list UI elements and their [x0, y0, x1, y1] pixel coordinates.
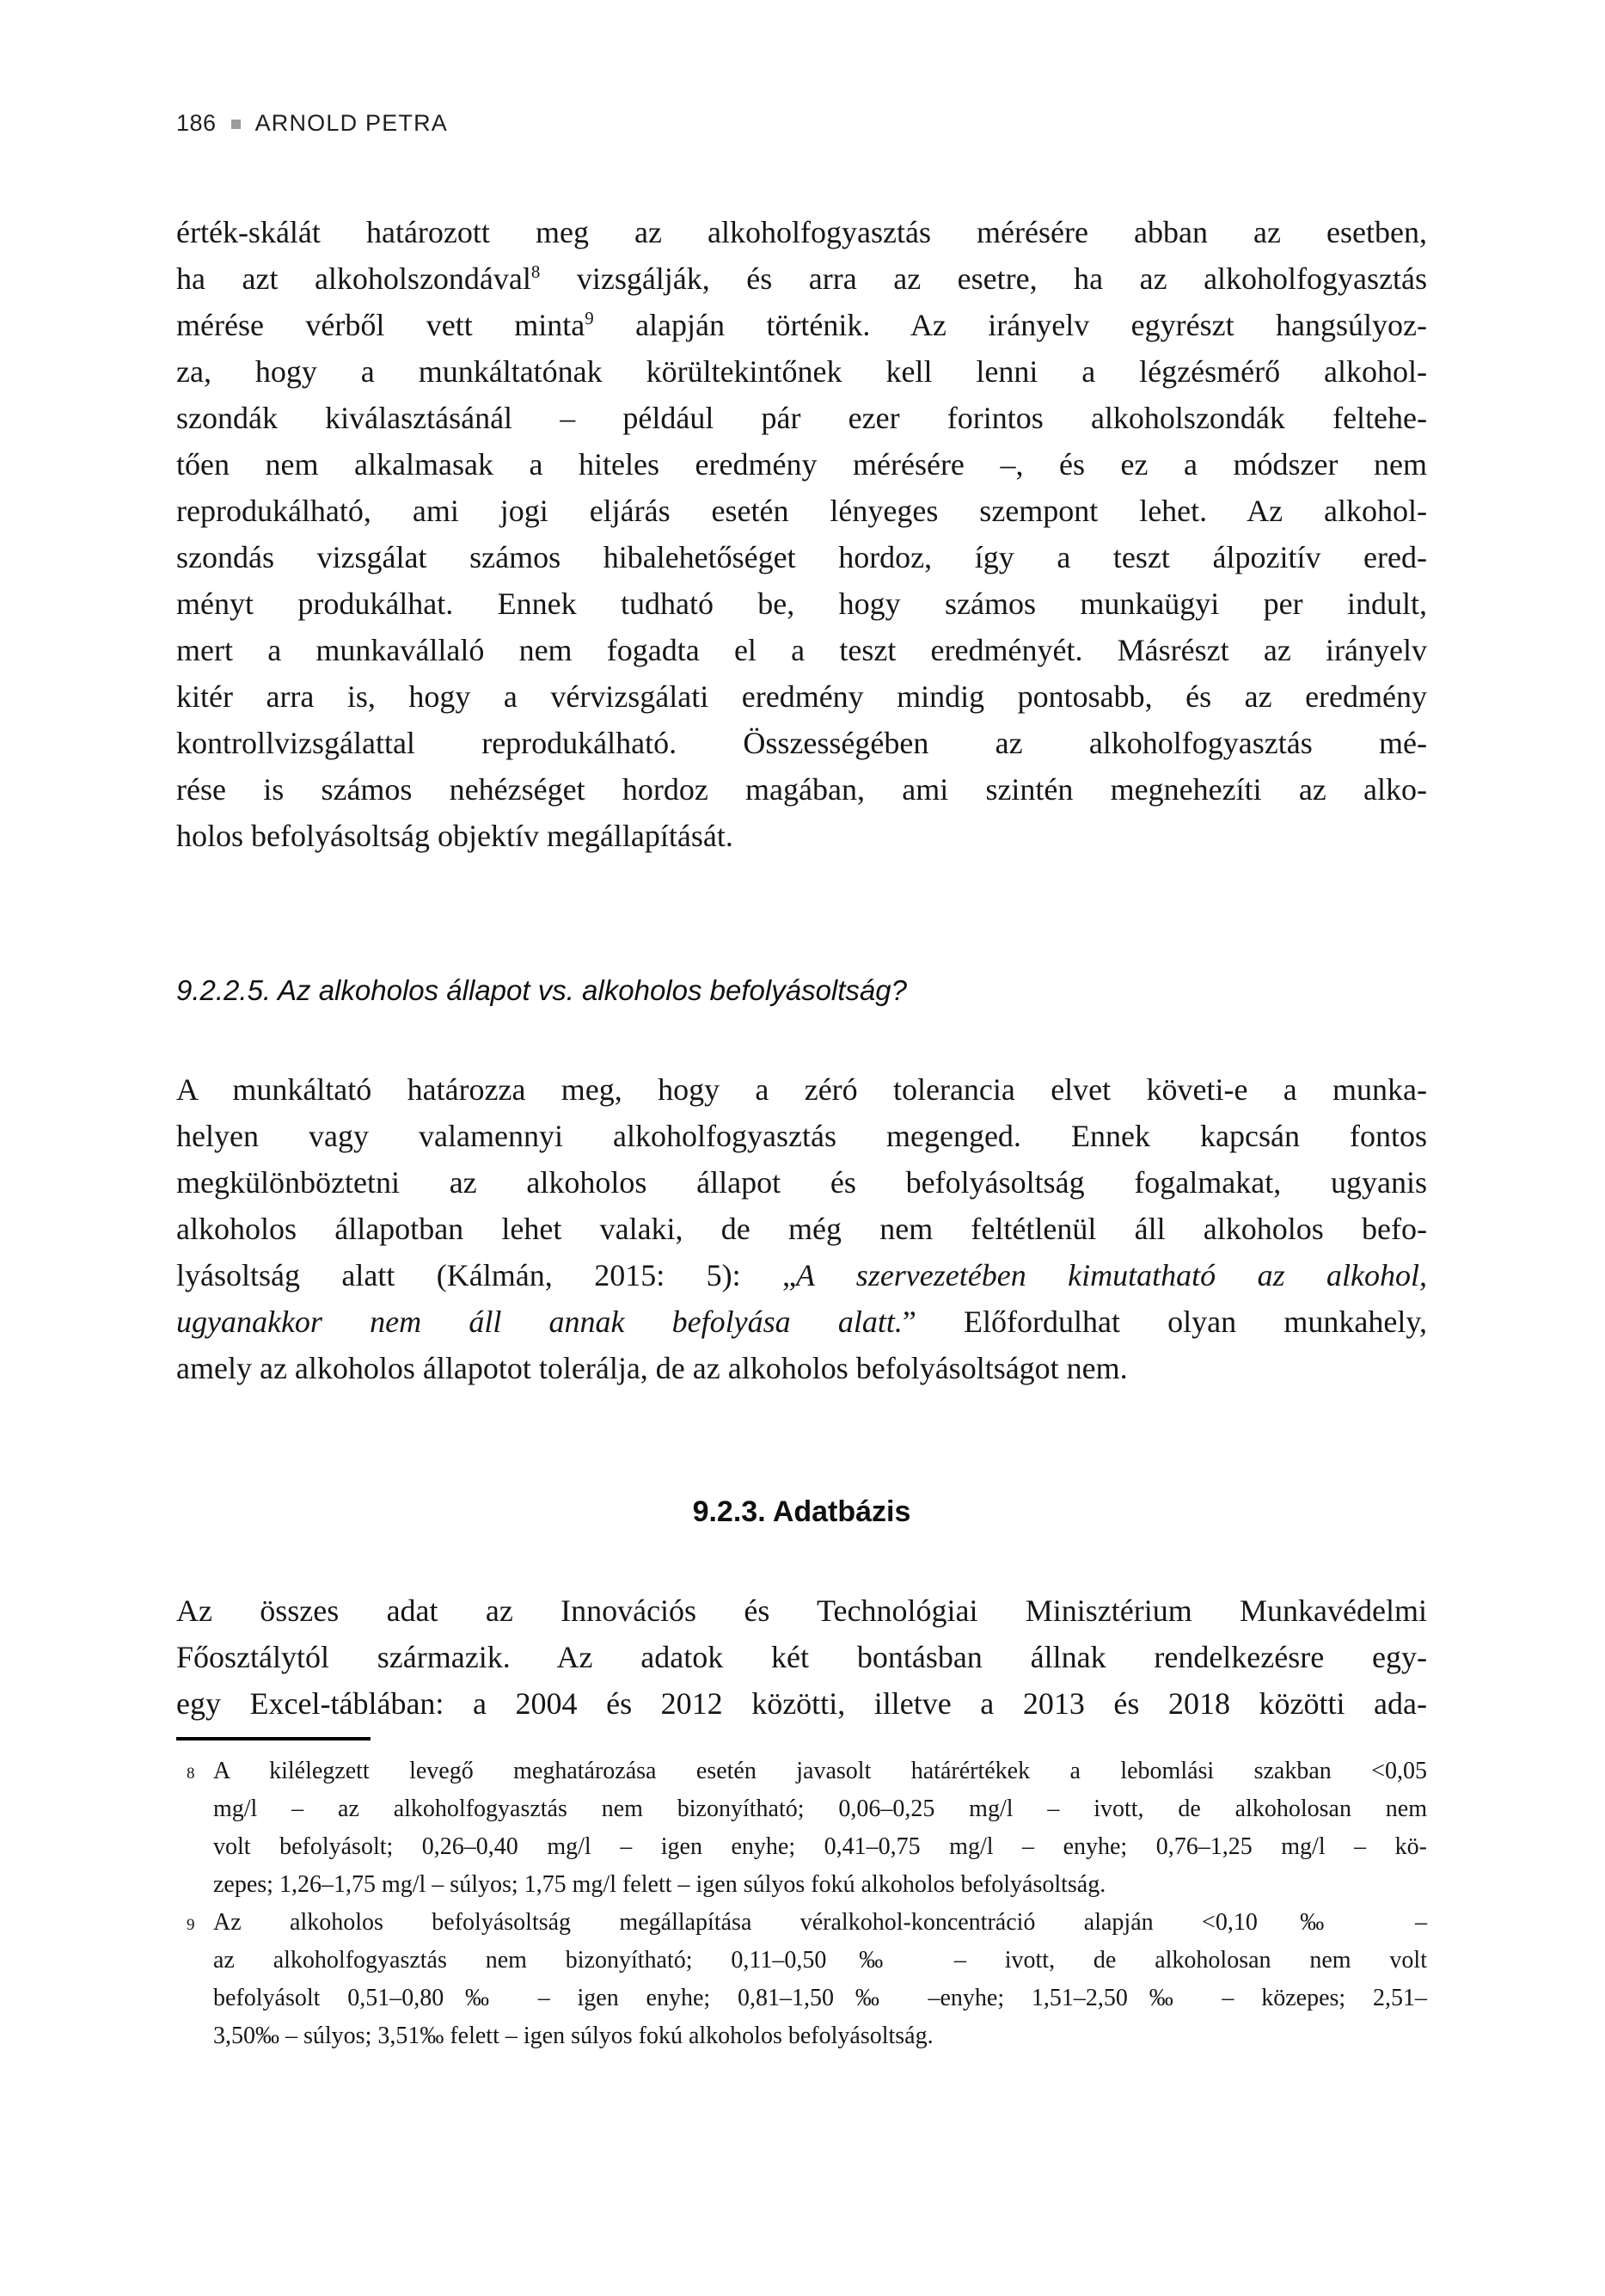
text-line: Főosztálytól származik. Az adatok két bontásban állnak rendelkezésre egy- — [176, 1640, 1427, 1674]
quoted-text-fragment: ugyanakkor nem áll annak befolyása alatt. — [176, 1305, 903, 1339]
footnote-separator-rule — [176, 1737, 371, 1740]
footnote-number: 8 — [187, 1765, 195, 1783]
footnote-line: befolyásolt 0,51–0,80‰ – igen enyhe; 0,81–1,50‰ –enyhe; 1,51–2,50‰ – közepes; 2,51– — [213, 1985, 1427, 2011]
text-line: szondák kiválasztásánál – például pár ezer forintos alkoholszondák feltehe- — [176, 401, 1427, 435]
text-line: reprodukálható, ami jogi eljárás esetén lényeges szempont lehet. Az alkohol- — [176, 494, 1427, 528]
footnote-8 — [176, 1753, 1427, 1904]
section-heading: 9.2.3. Adatbázis — [692, 1495, 911, 1528]
text-line — [176, 255, 1427, 302]
footnote-line: az alkoholfogyasztás nem bizonyítható; 0,11–0,50‰ – ivott, de alkoholosan nem volt — [213, 1947, 1427, 1974]
text-line: helyen vagy valamennyi alkoholfogyasztás megenged. Ennek kapcsán fontos — [176, 1119, 1427, 1153]
author-name: ARNOLD PETRA — [254, 110, 449, 136]
text-line: mert a munkavállaló nem fogadta el a teszt eredményét. Másrészt az irányelv — [176, 633, 1427, 667]
text-fragment: ” Előfordulhat olyan munkahely, — [902, 1305, 1427, 1339]
text-line — [176, 1252, 1427, 1298]
text-line — [176, 1298, 1427, 1345]
footnote-text — [213, 1753, 1427, 1904]
text-line: egy Excel-táblában: a 2004 és 2012 közötti, illetve a 2013 és 2018 közötti ada- — [176, 1686, 1427, 1721]
footnote-line: volt befolyásolt; 0,26–0,40 mg/l – igen enyhe; 0,41–0,75 mg/l – enyhe; 0,76–1,25 mg/l – kö- — [213, 1833, 1427, 1860]
text-line: ményt produkálhat. Ennek tudható be, hogy számos munkaügyi per indult, — [176, 586, 1427, 621]
text-line: megkülönböztetni az alkoholos állapot és befolyásoltság fogalmakat, ugyanis — [176, 1165, 1427, 1200]
footnote-number: 9 — [187, 1916, 195, 1934]
text-line: alkoholos állapotban lehet valaki, de még nem feltétlenül áll alkoholos befo- — [176, 1212, 1427, 1246]
text-line — [176, 302, 1427, 348]
text-fragment: vizsgálják, és arra az esetre, ha az alkoholfogyasztás — [540, 261, 1427, 296]
footnote-9 — [176, 1904, 1427, 2055]
text-line: amely az alkoholos állapotot tolerálja, de az alkoholos befolyásoltságot nem. — [176, 1351, 1128, 1385]
text-fragment: mérése vérből vett minta — [176, 308, 585, 342]
subsection-heading: 9.2.2.5. Az alkoholos állapot vs. alkoholos befolyásoltság? — [176, 974, 907, 1006]
footnotes — [176, 1753, 1427, 2055]
text-line: A munkáltató határozza meg, hogy a zéró tolerancia elvet követi-e a munka- — [176, 1072, 1427, 1107]
text-line: kitér arra is, hogy a vérvizsgálati eredmény mindig pontosabb, és az eredmény — [176, 679, 1427, 714]
quoted-text-fragment: A szervezetében kimutatható az alkohol, — [796, 1258, 1427, 1292]
footnote-line: mg/l – az alkoholfogyasztás nem bizonyítható; 0,06–0,25 mg/l – ivott, de alkoholosan nem — [213, 1796, 1427, 1822]
text-fragment: lyásoltság alatt (Kálmán, 2015: 5): „ — [176, 1258, 797, 1292]
square-separator-icon — [231, 120, 241, 129]
footnote-line: 3,50‰ – súlyos; 3,51‰ felett – igen súlyos fokú alkoholos befolyásoltság. — [213, 2023, 934, 2049]
page-number: 186 — [176, 110, 217, 136]
text-line: rése is számos nehézséget hordoz magában, ami szintén megnehezíti az alko- — [176, 772, 1427, 807]
text-line: érték-skálát határozott meg az alkoholfogyasztás mérésére abban az esetben, — [176, 215, 1427, 249]
footnote-text — [213, 1904, 1427, 2055]
text-fragment: ha azt alkoholszondával — [176, 261, 531, 296]
paragraph-1 — [176, 209, 1427, 859]
text-fragment: alapján történik. Az irányelv egyrészt hangsúlyoz- — [593, 308, 1427, 342]
footnote-line: Az alkoholos befolyásoltság megállapítása véralkohol-koncentráció alapján <0,10‰ – — [213, 1909, 1427, 1936]
text-line: kontrollvizsgálattal reprodukálható. Összességében az alkoholfogyasztás mé- — [176, 726, 1427, 760]
paragraph-2 — [176, 1066, 1427, 1391]
paragraph-3 — [176, 1587, 1427, 1727]
footnote-ref-9: 9 — [585, 308, 594, 328]
text-line: za, hogy a munkáltatónak körültekintőnek kell lenni a légzésmérő alkohol- — [176, 354, 1427, 389]
footnote-ref-8: 8 — [530, 261, 541, 282]
footnote-line: A kilélegzett levegő meghatározása esetén javasolt határértékek a lebomlási szakban <0,05 — [213, 1758, 1427, 1784]
text-line: holos befolyásoltság objektív megállapítását. — [176, 819, 733, 853]
text-line: szondás vizsgálat számos hibalehetőséget hordoz, így a teszt álpozitív ered- — [176, 540, 1427, 574]
footnote-line: zepes; 1,26–1,75 mg/l – súlyos; 1,75 mg/l felett – igen súlyos fokú alkoholos befolyásoltság. — [213, 1871, 1106, 1898]
running-header — [176, 110, 448, 137]
text-line: tően nem alkalmasak a hiteles eredmény mérésére –, és ez a módszer nem — [176, 447, 1427, 482]
text-line: Az összes adat az Innovációs és Technológiai Minisztérium Munkavédelmi — [176, 1593, 1427, 1628]
